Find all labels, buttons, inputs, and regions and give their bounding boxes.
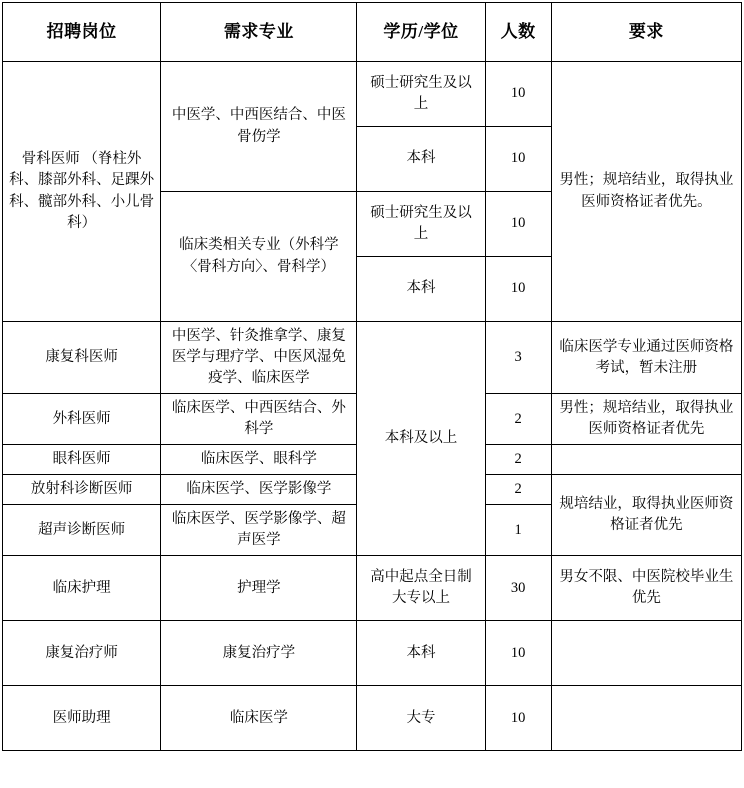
cell-count: 10: [485, 257, 551, 322]
cell-major: 康复治疗学: [161, 621, 357, 686]
cell-post: 超声诊断医师: [3, 505, 161, 556]
cell-post: 医师助理: [3, 686, 161, 751]
cell-post: 临床护理: [3, 556, 161, 621]
cell-post: 外科医师: [3, 394, 161, 445]
cell-major: 护理学: [161, 556, 357, 621]
cell-requirement: 规培结业，取得执业医师资格证者优先: [551, 475, 741, 556]
cell-major: 临床类相关专业（外科学〈骨科方向〉、骨科学）: [161, 192, 357, 322]
table-row: [3, 62, 742, 127]
cell-requirement: [551, 445, 741, 475]
cell-degree: 硕士研究生及以上: [357, 62, 485, 127]
cell-post: 康复治疗师: [3, 621, 161, 686]
cell-count: 2: [485, 475, 551, 505]
cell-degree: 本科及以上: [357, 322, 485, 556]
table-header-row: [3, 3, 742, 62]
cell-post: 眼科医师: [3, 445, 161, 475]
cell-post: 放射科诊断医师: [3, 475, 161, 505]
cell-major: 临床医学、医学影像学: [161, 475, 357, 505]
cell-post: 康复科医师: [3, 322, 161, 394]
header-post: 招聘岗位: [3, 3, 161, 62]
cell-major: 临床医学、中西医结合、外科学: [161, 394, 357, 445]
cell-major: 临床医学: [161, 686, 357, 751]
cell-count: 10: [485, 686, 551, 751]
table-row: [3, 556, 742, 621]
header-requirement: 要求: [551, 3, 741, 62]
table-row: [3, 686, 742, 751]
cell-degree: 高中起点全日制大专以上: [357, 556, 485, 621]
cell-requirement: 男女不限、中医院校毕业生优先: [551, 556, 741, 621]
cell-degree: 本科: [357, 257, 485, 322]
cell-major: 临床医学、医学影像学、超声医学: [161, 505, 357, 556]
cell-degree: 本科: [357, 127, 485, 192]
cell-degree: 大专: [357, 686, 485, 751]
cell-count: 2: [485, 394, 551, 445]
cell-requirement: 男性；规培结业，取得执业医师资格证者优先。: [551, 62, 741, 322]
recruitment-table: [2, 2, 742, 751]
cell-requirement: [551, 621, 741, 686]
header-major: 需求专业: [161, 3, 357, 62]
header-degree: 学历/学位: [357, 3, 485, 62]
cell-post: 骨科医师 （脊柱外科、膝部外科、足踝外科、髋部外科、小儿骨科）: [3, 62, 161, 322]
header-count: 人数: [485, 3, 551, 62]
cell-count: 10: [485, 621, 551, 686]
cell-major: 中医学、中西医结合、中医骨伤学: [161, 62, 357, 192]
cell-major: 中医学、针灸推拿学、康复医学与理疗学、中医风湿免疫学、临床医学: [161, 322, 357, 394]
cell-degree: 硕士研究生及以上: [357, 192, 485, 257]
table-row: [3, 322, 742, 394]
cell-requirement: 男性；规培结业，取得执业医师资格证者优先: [551, 394, 741, 445]
table-row: [3, 621, 742, 686]
cell-count: 10: [485, 127, 551, 192]
cell-requirement: 临床医学专业通过医师资格考试，暂未注册: [551, 322, 741, 394]
cell-count: 10: [485, 192, 551, 257]
cell-major: 临床医学、眼科学: [161, 445, 357, 475]
cell-degree: 本科: [357, 621, 485, 686]
cell-count: 10: [485, 62, 551, 127]
cell-requirement: [551, 686, 741, 751]
cell-count: 2: [485, 445, 551, 475]
cell-count: 30: [485, 556, 551, 621]
cell-count: 3: [485, 322, 551, 394]
cell-count: 1: [485, 505, 551, 556]
